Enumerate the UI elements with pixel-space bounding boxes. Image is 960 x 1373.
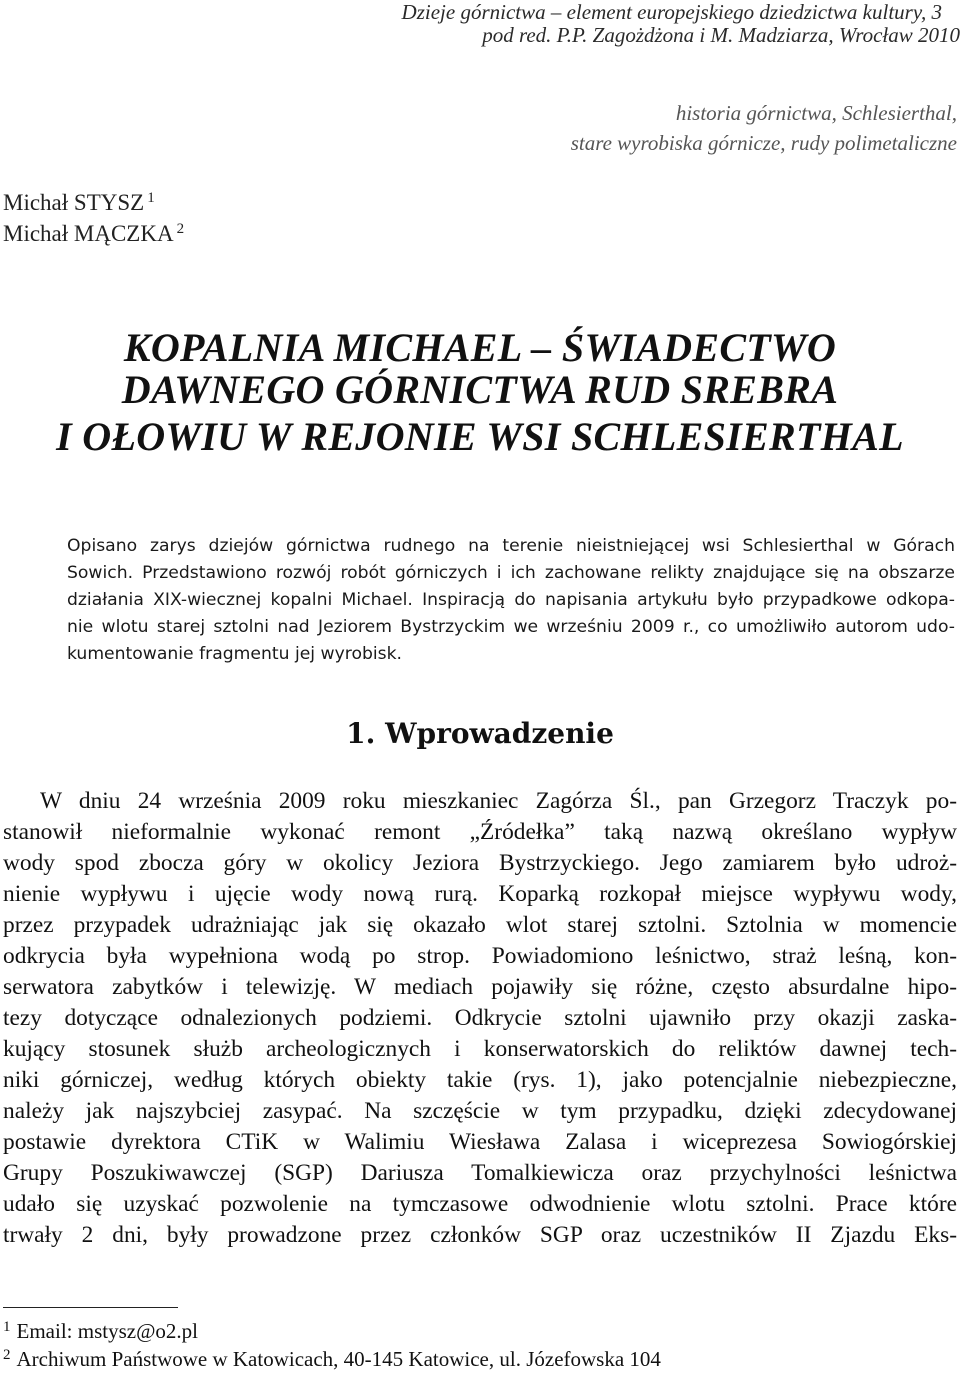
body-line: niki górniczej, według których obiekty takie (rys. 1), jako potencjalnie niebezpieczne,	[3, 1067, 957, 1093]
keywords-line-1: historia górnictwa, Schlesierthal,	[675, 101, 957, 125]
body-line: postawie dyrektora CTiK w Walimiu Wiesława Zalasa i wiceprezesa Sowiogórskiej	[3, 1129, 957, 1155]
footnote-text: Archiwum Państwowe w Katowicach, 40-145 Katowice, ul. Józefowska 104	[16, 1347, 661, 1371]
abstract-line: kumentowanie fragmentu jej wyrobisk.	[67, 644, 403, 664]
author-footnote-mark: 1	[147, 189, 155, 206]
footnote-1	[3, 1318, 198, 1344]
body-line: wody spod zbocza góry w okolicy Jeziora Bystrzyckiego. Jego zamiarem było udroż-	[3, 850, 957, 876]
abstract-line: Sowich. Przedstawiono rozwój robót górniczych i ich zachowane relikty znajdujące się na obszarze	[67, 563, 955, 583]
footnote-mark: 2	[3, 1347, 11, 1364]
publication-header-line-1: Dzieje górnictwa – element europejskiego dziedzictwa kultury, 3	[401, 0, 942, 24]
footnote-text: Email: mstysz@o2.pl	[16, 1319, 198, 1343]
abstract-line: Opisano zarys dziejów górnictwa rudnego na terenie nieistniejącej wsi Schlesierthal w Górach	[67, 536, 955, 556]
body-line: nienie wypływu i ujęcie wody nową rurą. Koparką rozkopał miejsce wypływu wody,	[3, 881, 957, 907]
body-line: przez przypadek udrażniając jak się okazało wlot starej sztolni. Sztolnia w momencie	[3, 912, 957, 938]
article-title-line-1: KOPALNIA MICHAEL – ŚWIADECTWO	[123, 325, 837, 370]
body-line: serwatora zabytków i telewizję. W mediach pojawiły się różne, często absurdalne hipo-	[3, 974, 957, 1000]
author-footnote-mark: 2	[176, 220, 185, 237]
author-2	[3, 220, 184, 248]
author-name: Michał STYSZ	[3, 190, 145, 215]
author-name: Michał MĄCZKA	[3, 221, 174, 246]
article-title-line-2: DAWNEGO GÓRNICTWA RUD SREBRA	[121, 367, 839, 412]
footnote-2	[3, 1346, 661, 1372]
footnote-mark: 1	[3, 1319, 11, 1336]
abstract-line: działania XIX-wiecznej kopalni Michael. Inspiracją do napisania artykułu było przypadkowe odkopa-	[67, 590, 955, 610]
body-line: Grupy Poszukiwawczej (SGP) Dariusza Tomalkiewicza oraz przychylności leśnictwa	[3, 1160, 957, 1186]
body-line: trwały 2 dni, były prowadzone przez członków SGP oraz uczestników II Zjazdu Eks-	[3, 1222, 957, 1248]
article-title-line-3: I OŁOWIU W REJONIE WSI SCHLESIERTHAL	[56, 414, 904, 459]
body-line: tezy dotyczące odnalezionych podziemi. Odkrycie sztolni ujawniło przy okazji zaska-	[3, 1005, 957, 1031]
author-1	[3, 189, 155, 217]
body-line: stanowił nieformalnie wykonać remont „Źródełka” taką nazwą określano wypływ	[3, 819, 957, 845]
abstract-line: nie wlotu starej sztolni nad Jeziorem Bystrzyckim we wrześniu 2009 r., co umożliwiło autorom udo-	[67, 617, 955, 637]
publication-header-line-2: pod red. P.P. Zagożdżona i M. Madziarza, Wrocław 2010	[482, 23, 960, 47]
footnote-separator	[3, 1307, 178, 1308]
body-line: W dniu 24 września 2009 roku mieszkaniec Zagórza Śl., pan Grzegorz Traczyk po-	[40, 788, 957, 814]
body-line: kujący stosunek służb archeologicznych i konserwatorskich do reliktów dawnej tech-	[3, 1036, 957, 1062]
body-line: należy jak najszybciej zasypać. Na szczęście w tym przypadku, dzięki zdecydowanej	[3, 1098, 957, 1124]
body-line: odkrycia była wypełniona wodą po strop. Powiadomiono leśnictwo, straż leśną, kon-	[3, 943, 957, 969]
keywords-line-2: stare wyrobiska górnicze, rudy polimetaliczne	[570, 131, 957, 155]
body-line: udało się uzyskać pozwolenie na tymczasowe odwodnienie wlotu sztolni. Prace które	[3, 1191, 957, 1217]
section-heading: 1. Wprowadzenie	[346, 717, 614, 750]
